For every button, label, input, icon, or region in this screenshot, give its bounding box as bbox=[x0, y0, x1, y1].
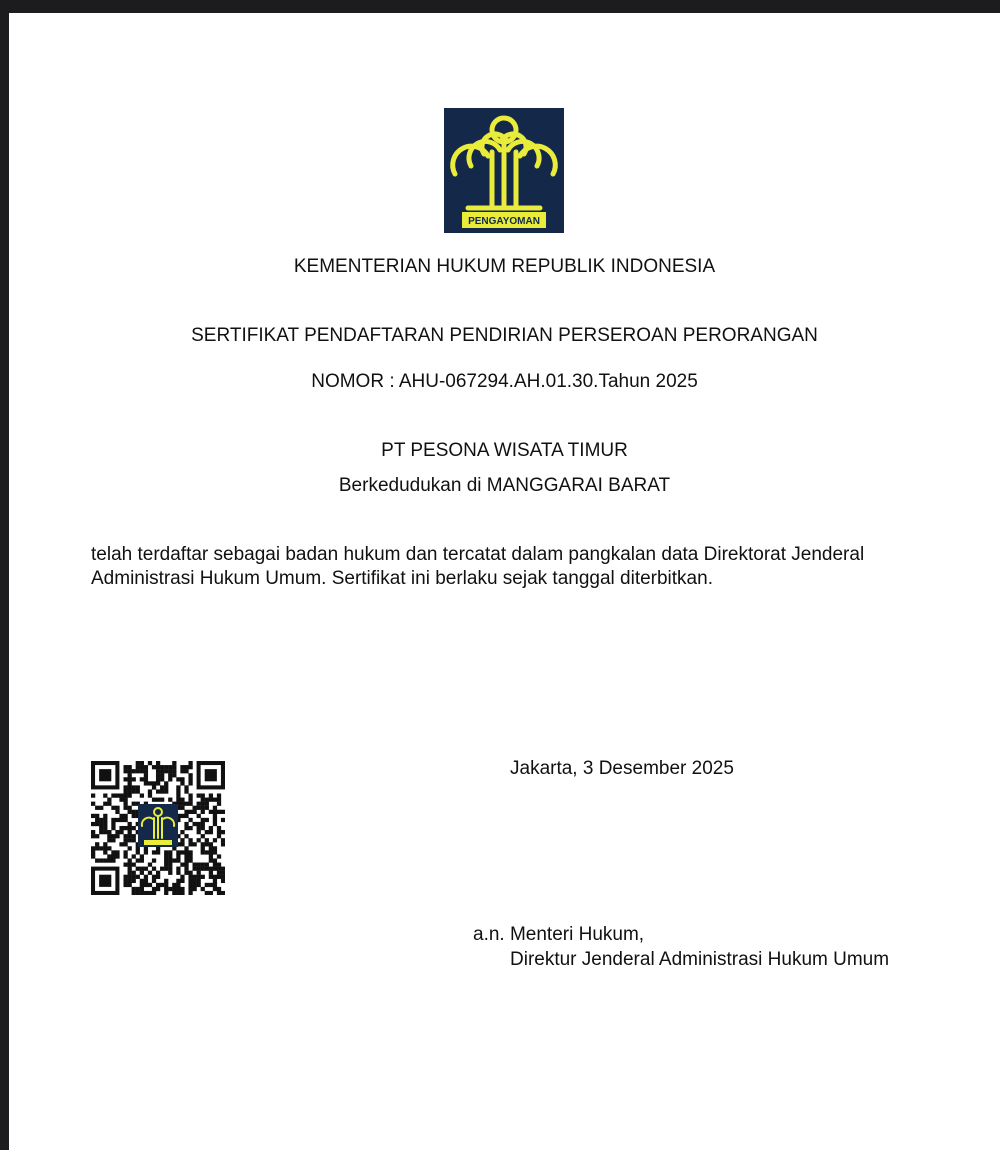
place-and-date: Jakarta, 3 Desember 2025 bbox=[510, 758, 734, 779]
signature-on-behalf: a.n. Menteri Hukum, bbox=[473, 924, 645, 945]
certificate-number: NOMOR : AHU-067294.AH.01.30.Tahun 2025 bbox=[311, 371, 698, 392]
ministry-heading: KEMENTERIAN HUKUM REPUBLIK INDONESIA bbox=[293, 256, 716, 277]
certificate-page bbox=[9, 13, 1000, 1150]
registration-statement: telah terdaftar sebagai badan hukum dan tercatat dalam pangkalan data Direktorat Jenderal Administrasi Hukum Umum. Sertifikat ini berlaku sejak tanggal diterbitkan. bbox=[91, 544, 865, 589]
company-domicile: Berkedudukan di MANGGARAI BARAT bbox=[338, 475, 671, 496]
certificate-title: SERTIFIKAT PENDAFTARAN PENDIRIAN PERSEROAN PERORANGAN bbox=[191, 325, 818, 346]
qr-center-emblem-icon bbox=[138, 804, 178, 847]
qr-code bbox=[91, 761, 225, 895]
pengayoman-emblem-logo bbox=[444, 108, 564, 233]
company-name: PT PESONA WISATA TIMUR bbox=[381, 440, 628, 461]
signature-title: Direktur Jenderal Administrasi Hukum Umum bbox=[510, 949, 890, 970]
logo-text: PENGAYOMAN bbox=[468, 216, 540, 227]
